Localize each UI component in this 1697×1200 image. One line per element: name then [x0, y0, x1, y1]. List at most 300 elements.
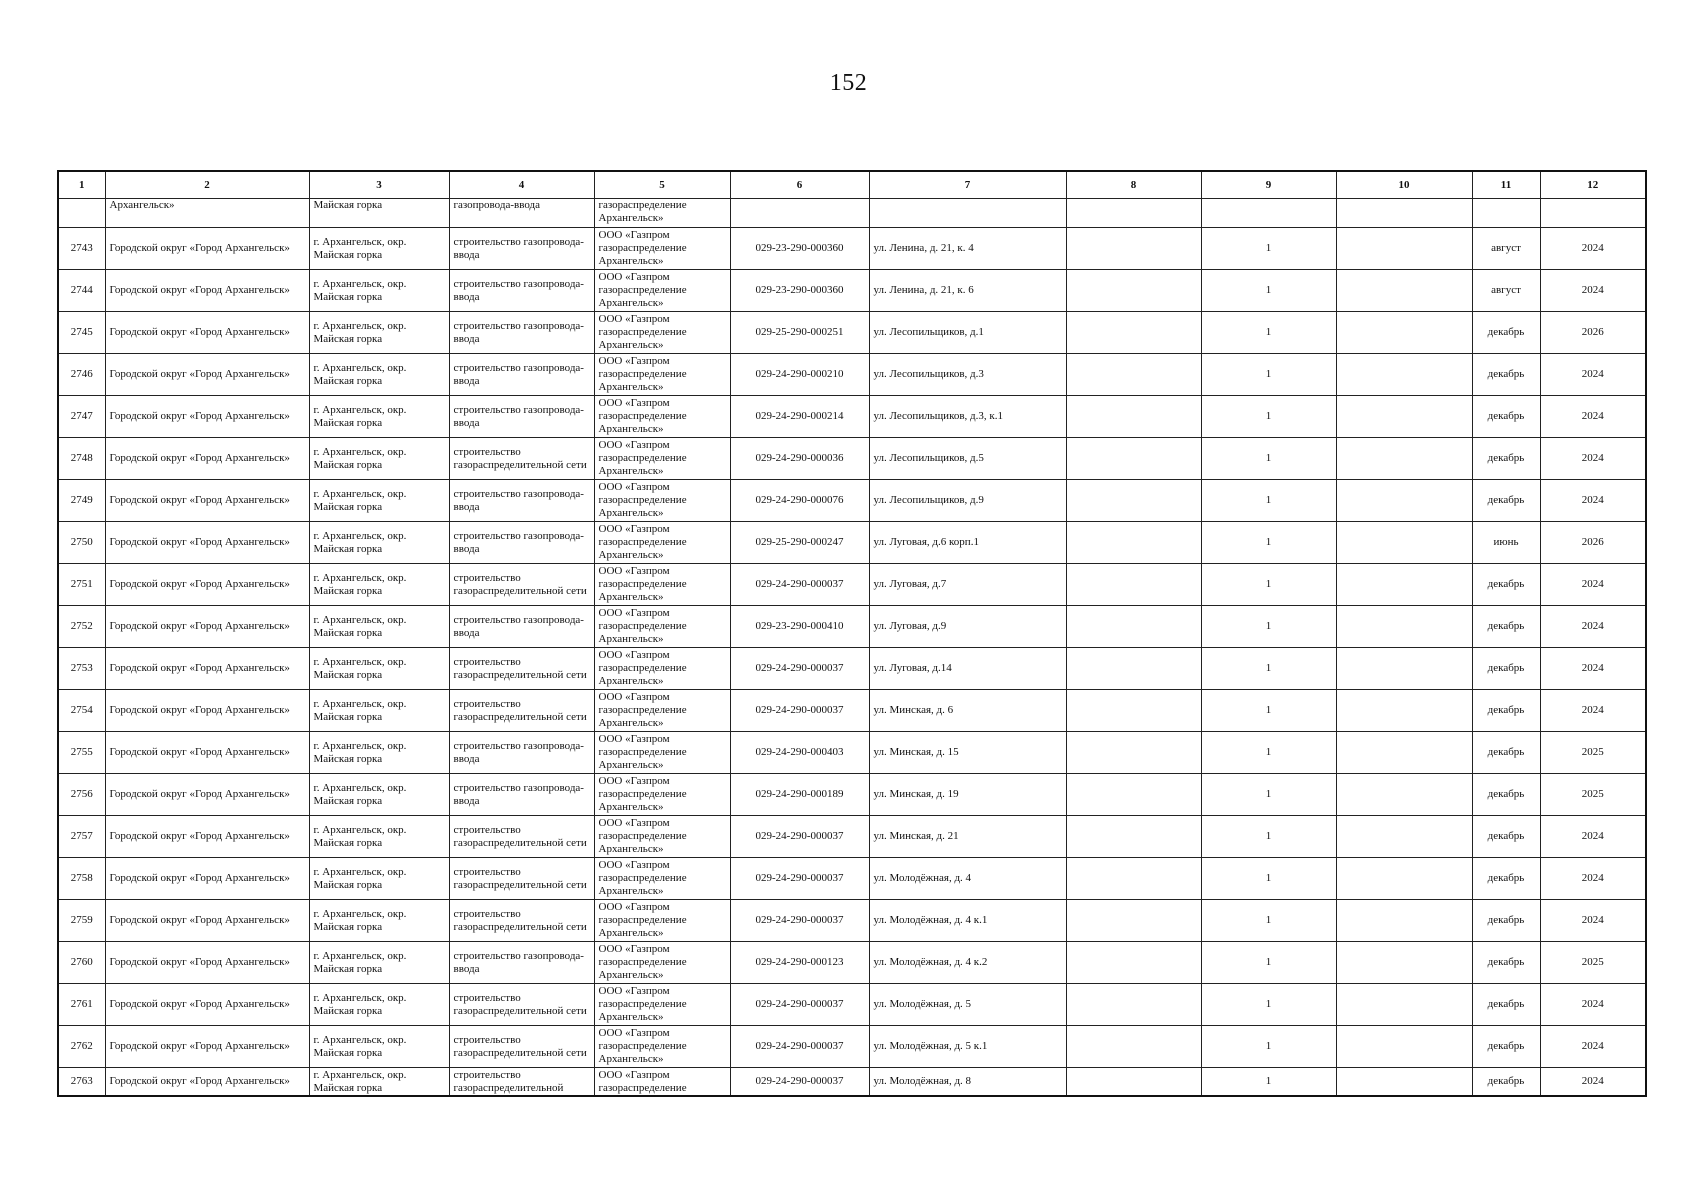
cell-location: Майская горка — [309, 199, 449, 228]
cell-organization: ООО «Газпром газораспределение Архангельск» — [594, 564, 730, 606]
table-body — [58, 199, 1646, 1097]
cell-municipality: Городской округ «Город Архангельск» — [105, 270, 309, 312]
table-row — [58, 900, 1646, 942]
cell-month: июнь — [1472, 522, 1540, 564]
cell-location: г. Архангельск, окр. Майская горка — [309, 1068, 449, 1097]
column-header-6: 6 — [730, 171, 869, 199]
cell-organization: ООО «Газпром газораспределение Архангельск» — [594, 690, 730, 732]
cell-quantity: 1 — [1201, 648, 1336, 690]
cell-col10 — [1336, 732, 1472, 774]
cell-organization: ООО «Газпром газораспределение Архангельск» — [594, 396, 730, 438]
cell-col8 — [1066, 732, 1201, 774]
cell-col10 — [1336, 480, 1472, 522]
cell-address: ул. Лесопильщиков, д.1 — [869, 312, 1066, 354]
cell-year: 2024 — [1540, 228, 1646, 270]
cell-work-type: строительство газораспределительной сети — [449, 564, 594, 606]
cell-code: 029-24-290-000214 — [730, 396, 869, 438]
cell-code: 029-24-290-000123 — [730, 942, 869, 984]
cell-municipality: Городской округ «Город Архангельск» — [105, 228, 309, 270]
cell-year — [1540, 199, 1646, 228]
cell-month: декабрь — [1472, 312, 1540, 354]
cell-work-type: строительство газопровода-ввода — [449, 606, 594, 648]
cell-address: ул. Лесопильщиков, д.3 — [869, 354, 1066, 396]
cell-col10 — [1336, 312, 1472, 354]
cell-col8 — [1066, 1068, 1201, 1097]
cell-work-type: строительство газораспределительной сети — [449, 984, 594, 1026]
cell-code: 029-24-290-000037 — [730, 1068, 869, 1097]
cell-col10 — [1336, 942, 1472, 984]
cell-year: 2026 — [1540, 522, 1646, 564]
cell-municipality: Городской округ «Город Архангельск» — [105, 858, 309, 900]
cell-n: 2753 — [58, 648, 105, 690]
cell-work-type: строительство газопровода-ввода — [449, 312, 594, 354]
cell-code: 029-24-290-000036 — [730, 438, 869, 480]
cell-work-type: строительство газораспределительной сети — [449, 816, 594, 858]
cell-month: декабрь — [1472, 774, 1540, 816]
cell-address: ул. Луговая, д.9 — [869, 606, 1066, 648]
cell-code: 029-24-290-000037 — [730, 858, 869, 900]
cell-address: ул. Ленина, д. 21, к. 4 — [869, 228, 1066, 270]
cell-work-type: строительство газопровода-ввода — [449, 354, 594, 396]
cell-address: ул. Молодёжная, д. 4 к.1 — [869, 900, 1066, 942]
cell-work-type: газопровода-ввода — [449, 199, 594, 228]
cell-col10 — [1336, 438, 1472, 480]
cell-n: 2746 — [58, 354, 105, 396]
column-header-7: 7 — [869, 171, 1066, 199]
cell-quantity: 1 — [1201, 858, 1336, 900]
cell-work-type: строительство газораспределительной сети — [449, 438, 594, 480]
cell-address: ул. Минская, д. 19 — [869, 774, 1066, 816]
cell-code: 029-24-290-000037 — [730, 900, 869, 942]
cell-year: 2024 — [1540, 690, 1646, 732]
cell-work-type: строительство газопровода-ввода — [449, 732, 594, 774]
table-row — [58, 564, 1646, 606]
cell-organization: ООО «Газпром газораспределение Архангельск» — [594, 438, 730, 480]
cell-work-type: строительство газопровода-ввода — [449, 270, 594, 312]
cell-month: декабрь — [1472, 732, 1540, 774]
cell-address: ул. Молодёжная, д. 4 к.2 — [869, 942, 1066, 984]
cell-code: 029-24-290-000037 — [730, 1026, 869, 1068]
cell-month: декабрь — [1472, 438, 1540, 480]
cell-location: г. Архангельск, окр. Майская горка — [309, 522, 449, 564]
cell-n: 2748 — [58, 438, 105, 480]
cell-code: 029-24-290-000037 — [730, 564, 869, 606]
cell-quantity: 1 — [1201, 774, 1336, 816]
cell-n: 2763 — [58, 1068, 105, 1097]
cell-year: 2024 — [1540, 396, 1646, 438]
table-row — [58, 228, 1646, 270]
column-header-3: 3 — [309, 171, 449, 199]
cell-month: декабрь — [1472, 396, 1540, 438]
column-header-10: 10 — [1336, 171, 1472, 199]
cell-municipality: Городской округ «Город Архангельск» — [105, 648, 309, 690]
cell-location: г. Архангельск, окр. Майская горка — [309, 690, 449, 732]
cell-location: г. Архангельск, окр. Майская горка — [309, 270, 449, 312]
cell-quantity: 1 — [1201, 228, 1336, 270]
cell-col10 — [1336, 270, 1472, 312]
cell-col8 — [1066, 816, 1201, 858]
cell-col8 — [1066, 438, 1201, 480]
table-row — [58, 942, 1646, 984]
cell-quantity: 1 — [1201, 1068, 1336, 1097]
cell-municipality: Городской округ «Город Архангельск» — [105, 522, 309, 564]
cell-n: 2744 — [58, 270, 105, 312]
cell-month: декабрь — [1472, 984, 1540, 1026]
table-row — [58, 858, 1646, 900]
cell-location: г. Архангельск, окр. Майская горка — [309, 774, 449, 816]
cell-organization: ООО «Газпром газораспределение Архангельск» — [594, 774, 730, 816]
register-table — [57, 170, 1647, 1097]
cell-municipality: Городской округ «Город Архангельск» — [105, 438, 309, 480]
cell-quantity: 1 — [1201, 606, 1336, 648]
table-row — [58, 774, 1646, 816]
cell-n: 2758 — [58, 858, 105, 900]
cell-month: декабрь — [1472, 816, 1540, 858]
cell-organization: ООО «Газпром газораспределение Архангельск» — [594, 522, 730, 564]
cell-municipality: Городской округ «Город Архангельск» — [105, 816, 309, 858]
cell-work-type: строительство газораспределительной сети — [449, 858, 594, 900]
cell-location: г. Архангельск, окр. Майская горка — [309, 858, 449, 900]
cell-year: 2024 — [1540, 438, 1646, 480]
cell-address: ул. Минская, д. 15 — [869, 732, 1066, 774]
cell-location: г. Архангельск, окр. Майская горка — [309, 1026, 449, 1068]
column-header-4: 4 — [449, 171, 594, 199]
table-row — [58, 354, 1646, 396]
cell-col10 — [1336, 1068, 1472, 1097]
cell-n: 2751 — [58, 564, 105, 606]
cell-municipality: Городской округ «Город Архангельск» — [105, 900, 309, 942]
cell-month: декабрь — [1472, 1068, 1540, 1097]
cell-quantity: 1 — [1201, 270, 1336, 312]
column-header-5: 5 — [594, 171, 730, 199]
cell-address: ул. Ленина, д. 21, к. 6 — [869, 270, 1066, 312]
cell-organization: ООО «Газпром газораспределение Архангельск» — [594, 228, 730, 270]
cell-code: 029-24-290-000037 — [730, 690, 869, 732]
cell-month: декабрь — [1472, 1026, 1540, 1068]
cell-col8 — [1066, 774, 1201, 816]
cell-col10 — [1336, 816, 1472, 858]
cell-work-type: строительство газораспределительной сети — [449, 648, 594, 690]
cell-code: 029-25-290-000251 — [730, 312, 869, 354]
cell-address: ул. Лесопильщиков, д.5 — [869, 438, 1066, 480]
cell-municipality: Городской округ «Город Архангельск» — [105, 984, 309, 1026]
cell-address: ул. Луговая, д.14 — [869, 648, 1066, 690]
cell-month: декабрь — [1472, 606, 1540, 648]
cell-organization: ООО «Газпром газораспределение Архангельск» — [594, 312, 730, 354]
cell-code: 029-24-290-000037 — [730, 648, 869, 690]
table-row — [58, 984, 1646, 1026]
cell-work-type: строительство газопровода-ввода — [449, 480, 594, 522]
cell-address: ул. Лесопильщиков, д.9 — [869, 480, 1066, 522]
cell-quantity: 1 — [1201, 900, 1336, 942]
cell-month: декабрь — [1472, 858, 1540, 900]
cell-quantity: 1 — [1201, 732, 1336, 774]
cell-col10 — [1336, 564, 1472, 606]
cell-quantity: 1 — [1201, 816, 1336, 858]
cell-col8 — [1066, 270, 1201, 312]
table-row — [58, 606, 1646, 648]
cell-work-type: строительство газораспределительной сети — [449, 690, 594, 732]
cell-organization: ООО «Газпром газораспределение Архангельск» — [594, 858, 730, 900]
cell-organization: ООО «Газпром газораспределение Архангельск» — [594, 816, 730, 858]
cell-municipality: Городской округ «Город Архангельск» — [105, 732, 309, 774]
cell-n: 2755 — [58, 732, 105, 774]
cell-location: г. Архангельск, окр. Майская горка — [309, 564, 449, 606]
cell-quantity: 1 — [1201, 522, 1336, 564]
cell-col10 — [1336, 228, 1472, 270]
cell-month: декабрь — [1472, 354, 1540, 396]
cell-quantity: 1 — [1201, 1026, 1336, 1068]
cell-col10 — [1336, 522, 1472, 564]
cell-organization: ООО «Газпром газораспределение Архангельск» — [594, 1026, 730, 1068]
cell-location: г. Архангельск, окр. Майская горка — [309, 648, 449, 690]
cell-location: г. Архангельск, окр. Майская горка — [309, 942, 449, 984]
cell-work-type: строительство газораспределительной сети — [449, 1026, 594, 1068]
cell-location: г. Архангельск, окр. Майская горка — [309, 228, 449, 270]
cell-organization: ООО «Газпром газораспределение Архангельск» — [594, 942, 730, 984]
cell-location: г. Архангельск, окр. Майская горка — [309, 816, 449, 858]
cell-municipality: Городской округ «Город Архангельск» — [105, 354, 309, 396]
cell-work-type: строительство газопровода-ввода — [449, 228, 594, 270]
cell-col8 — [1066, 228, 1201, 270]
cell-n: 2762 — [58, 1026, 105, 1068]
cell-municipality: Городской округ «Город Архангельск» — [105, 480, 309, 522]
cell-month — [1472, 199, 1540, 228]
cell-year: 2024 — [1540, 1026, 1646, 1068]
cell-col8 — [1066, 606, 1201, 648]
cell-municipality: Городской округ «Город Архангельск» — [105, 396, 309, 438]
table-row — [58, 1026, 1646, 1068]
cell-organization: ООО «Газпром газораспределение Архангельск» — [594, 900, 730, 942]
cell-col10 — [1336, 606, 1472, 648]
cell-address — [869, 199, 1066, 228]
cell-location: г. Архангельск, окр. Майская горка — [309, 480, 449, 522]
cell-quantity: 1 — [1201, 480, 1336, 522]
cell-municipality: Городской округ «Город Архангельск» — [105, 564, 309, 606]
cell-municipality: Городской округ «Город Архангельск» — [105, 1026, 309, 1068]
cell-col8 — [1066, 690, 1201, 732]
cell-year: 2024 — [1540, 354, 1646, 396]
cell-code: 029-23-290-000410 — [730, 606, 869, 648]
table-row — [58, 312, 1646, 354]
cell-location: г. Архангельск, окр. Майская горка — [309, 438, 449, 480]
cell-location: г. Архангельск, окр. Майская горка — [309, 312, 449, 354]
page-number: 152 — [829, 70, 868, 96]
cell-col10 — [1336, 354, 1472, 396]
cell-year: 2024 — [1540, 900, 1646, 942]
cell-n: 2754 — [58, 690, 105, 732]
cell-municipality: Городской округ «Город Архангельск» — [105, 606, 309, 648]
cell-month: август — [1472, 228, 1540, 270]
cell-organization: ООО «Газпром газораспределение Архангельск» — [594, 732, 730, 774]
cell-col8 — [1066, 900, 1201, 942]
cell-code: 029-24-290-000210 — [730, 354, 869, 396]
cell-organization: ООО «Газпром газораспределение — [594, 1068, 730, 1097]
cell-year: 2026 — [1540, 312, 1646, 354]
table-row — [58, 732, 1646, 774]
cell-address: ул. Лесопильщиков, д.3, к.1 — [869, 396, 1066, 438]
cell-code: 029-23-290-000360 — [730, 270, 869, 312]
cell-work-type: строительство газопровода-ввода — [449, 396, 594, 438]
cell-location: г. Архангельск, окр. Майская горка — [309, 732, 449, 774]
cell-code: 029-24-290-000189 — [730, 774, 869, 816]
cell-address: ул. Луговая, д.6 корп.1 — [869, 522, 1066, 564]
cell-organization: ООО «Газпром газораспределение Архангельск» — [594, 354, 730, 396]
cell-n: 2752 — [58, 606, 105, 648]
cell-organization: ООО «Газпром газораспределение Архангельск» — [594, 648, 730, 690]
table-row — [58, 270, 1646, 312]
cell-municipality: Городской округ «Город Архангельск» — [105, 690, 309, 732]
cell-municipality: Городской округ «Город Архангельск» — [105, 312, 309, 354]
table-row — [58, 396, 1646, 438]
cell-code — [730, 199, 869, 228]
cell-col9 — [1201, 199, 1336, 228]
cell-col8 — [1066, 1026, 1201, 1068]
cell-quantity: 1 — [1201, 438, 1336, 480]
cell-address: ул. Минская, д. 6 — [869, 690, 1066, 732]
cell-code: 029-25-290-000247 — [730, 522, 869, 564]
cell-work-type: строительство газопровода-ввода — [449, 522, 594, 564]
cell-col10 — [1336, 774, 1472, 816]
cell-n: 2749 — [58, 480, 105, 522]
table-row — [58, 1068, 1646, 1097]
cell-quantity: 1 — [1201, 942, 1336, 984]
cell-col8 — [1066, 858, 1201, 900]
table-row-continuation — [58, 199, 1646, 228]
cell-organization: ООО «Газпром газораспределение Архангельск» — [594, 984, 730, 1026]
cell-location: г. Архангельск, окр. Майская горка — [309, 984, 449, 1026]
cell-n: 2760 — [58, 942, 105, 984]
cell-month: декабрь — [1472, 900, 1540, 942]
table-row — [58, 648, 1646, 690]
table-header-row — [58, 171, 1646, 199]
column-header-11: 11 — [1472, 171, 1540, 199]
cell-year: 2025 — [1540, 732, 1646, 774]
cell-location: г. Архангельск, окр. Майская горка — [309, 606, 449, 648]
cell-year: 2024 — [1540, 564, 1646, 606]
cell-work-type: строительство газораспределительной сети — [449, 900, 594, 942]
cell-code: 029-23-290-000360 — [730, 228, 869, 270]
cell-col8 — [1066, 984, 1201, 1026]
cell-month: август — [1472, 270, 1540, 312]
cell-municipality: Городской округ «Город Архангельск» — [105, 942, 309, 984]
cell-col8 — [1066, 199, 1201, 228]
cell-month: декабрь — [1472, 942, 1540, 984]
cell-municipality: Городской округ «Город Архангельск» — [105, 774, 309, 816]
cell-quantity: 1 — [1201, 396, 1336, 438]
cell-month: декабрь — [1472, 648, 1540, 690]
cell-month: декабрь — [1472, 690, 1540, 732]
cell-col8 — [1066, 312, 1201, 354]
cell-n: 2756 — [58, 774, 105, 816]
cell-n: 2757 — [58, 816, 105, 858]
column-header-12: 12 — [1540, 171, 1646, 199]
cell-col8 — [1066, 522, 1201, 564]
cell-col8 — [1066, 942, 1201, 984]
cell-address: ул. Молодёжная, д. 8 — [869, 1068, 1066, 1097]
cell-col10 — [1336, 396, 1472, 438]
cell-organization: газораспределение Архангельск» — [594, 199, 730, 228]
cell-code: 029-24-290-000037 — [730, 816, 869, 858]
cell-organization: ООО «Газпром газораспределение Архангельск» — [594, 606, 730, 648]
cell-quantity: 1 — [1201, 312, 1336, 354]
cell-col10 — [1336, 1026, 1472, 1068]
cell-address: ул. Минская, д. 21 — [869, 816, 1066, 858]
cell-location: г. Архангельск, окр. Майская горка — [309, 900, 449, 942]
cell-n: 2759 — [58, 900, 105, 942]
table-row — [58, 438, 1646, 480]
column-header-9: 9 — [1201, 171, 1336, 199]
cell-work-type: строительство газораспределительной — [449, 1068, 594, 1097]
cell-quantity: 1 — [1201, 690, 1336, 732]
column-header-1: 1 — [58, 171, 105, 199]
cell-month: декабрь — [1472, 564, 1540, 606]
cell-year: 2024 — [1540, 270, 1646, 312]
table-row — [58, 690, 1646, 732]
cell-year: 2024 — [1540, 984, 1646, 1026]
column-header-8: 8 — [1066, 171, 1201, 199]
cell-year: 2024 — [1540, 858, 1646, 900]
cell-location: г. Архангельск, окр. Майская горка — [309, 396, 449, 438]
cell-col10 — [1336, 690, 1472, 732]
cell-work-type: строительство газопровода-ввода — [449, 774, 594, 816]
table-row — [58, 522, 1646, 564]
cell-quantity: 1 — [1201, 354, 1336, 396]
cell-col8 — [1066, 354, 1201, 396]
cell-year: 2024 — [1540, 606, 1646, 648]
cell-col10 — [1336, 648, 1472, 690]
cell-address: ул. Молодёжная, д. 4 — [869, 858, 1066, 900]
cell-address: ул. Луговая, д.7 — [869, 564, 1066, 606]
cell-municipality: Архангельск» — [105, 199, 309, 228]
cell-col10 — [1336, 199, 1472, 228]
cell-quantity: 1 — [1201, 564, 1336, 606]
cell-organization: ООО «Газпром газораспределение Архангельск» — [594, 480, 730, 522]
cell-address: ул. Молодёжная, д. 5 — [869, 984, 1066, 1026]
cell-year: 2025 — [1540, 774, 1646, 816]
cell-work-type: строительство газопровода-ввода — [449, 942, 594, 984]
cell-n: 2750 — [58, 522, 105, 564]
cell-col8 — [1066, 648, 1201, 690]
cell-month: декабрь — [1472, 480, 1540, 522]
cell-n: 2761 — [58, 984, 105, 1026]
cell-address: ул. Молодёжная, д. 5 к.1 — [869, 1026, 1066, 1068]
cell-col10 — [1336, 858, 1472, 900]
cell-col10 — [1336, 984, 1472, 1026]
cell-col8 — [1066, 480, 1201, 522]
table-row — [58, 480, 1646, 522]
cell-quantity: 1 — [1201, 984, 1336, 1026]
cell-n: 2747 — [58, 396, 105, 438]
cell-n: 2743 — [58, 228, 105, 270]
cell-year: 2025 — [1540, 942, 1646, 984]
cell-col10 — [1336, 900, 1472, 942]
cell-organization: ООО «Газпром газораспределение Архангельск» — [594, 270, 730, 312]
table-row — [58, 816, 1646, 858]
column-header-2: 2 — [105, 171, 309, 199]
cell-col8 — [1066, 396, 1201, 438]
cell-year: 2024 — [1540, 816, 1646, 858]
cell-code: 029-24-290-000076 — [730, 480, 869, 522]
cell-location: г. Архангельск, окр. Майская горка — [309, 354, 449, 396]
cell-code: 029-24-290-000037 — [730, 984, 869, 1026]
cell-n — [58, 199, 105, 228]
cell-year: 2024 — [1540, 480, 1646, 522]
cell-code: 029-24-290-000403 — [730, 732, 869, 774]
cell-municipality: Городской округ «Город Архангельск» — [105, 1068, 309, 1097]
cell-year: 2024 — [1540, 1068, 1646, 1097]
cell-year: 2024 — [1540, 648, 1646, 690]
